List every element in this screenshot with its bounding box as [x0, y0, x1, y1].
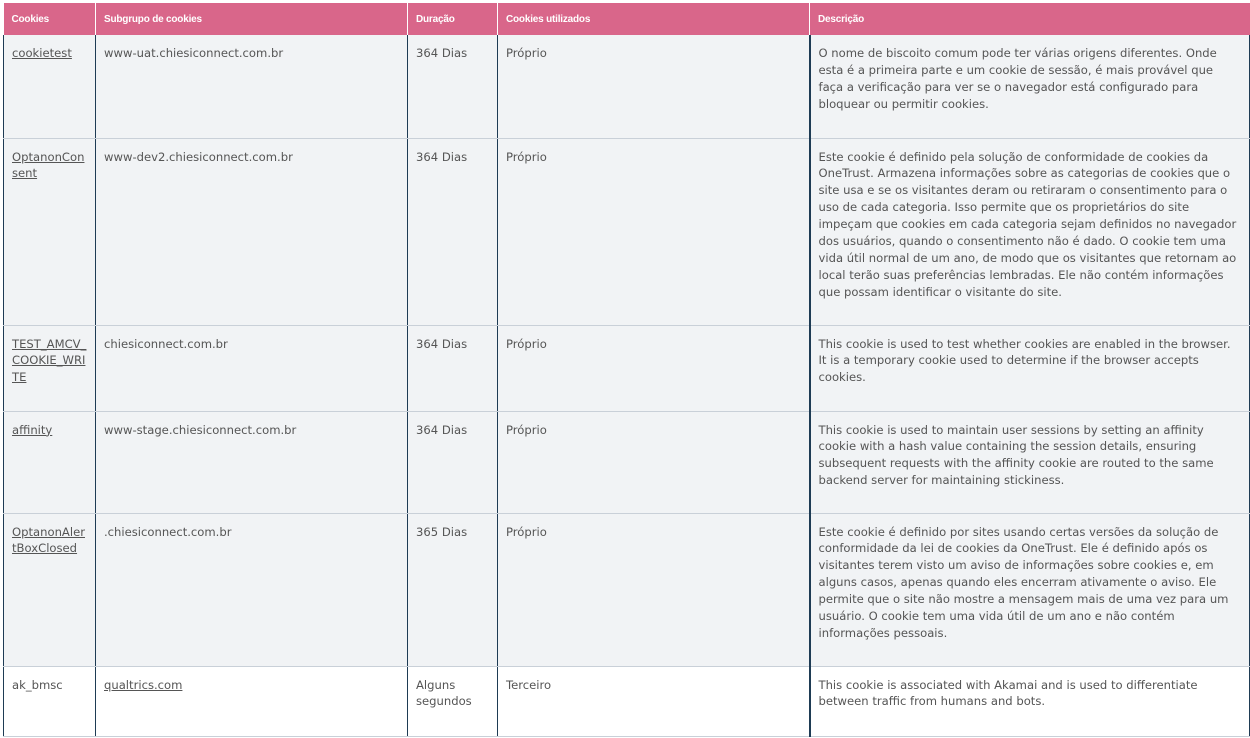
description-cell: This cookie is associated with Akamai and is used to differentiate between traffic from humans and bots. — [810, 666, 1250, 736]
subgroup-cell: www-uat.chiesiconnect.com.br — [96, 35, 408, 138]
cookie-name-cell — [4, 325, 96, 411]
cookie-name-link[interactable]: OptanonAlertBoxClosed — [12, 524, 85, 556]
description-cell: This cookie is used to maintain user sessions by setting an affinity cookie with a hash value containing the session details, ensuring subsequent requests with the affinity cookie are routed to the same backend server for maintaining stickiness. — [810, 411, 1250, 513]
duration-cell: 364 Dias — [408, 138, 498, 325]
header-cookies: Cookies — [4, 3, 96, 35]
cookie-name-link[interactable]: affinity — [12, 422, 53, 437]
cookies-used-cell: Próprio — [498, 35, 810, 138]
cookie-name-cell — [4, 138, 96, 325]
table-row — [4, 35, 1250, 138]
description-cell: Este cookie é definido por sites usando certas versões da solução de conformidade da lei de cookies da OneTrust. Ele é definido após os visitantes terem visto um aviso de informações sobre cookies e, em alguns casos, apenas quando eles encerram ativamente o aviso. Ele permite que o site não mostre a mensagem mais de uma vez para um usuário. O cookie tem uma vida útil de um ano e não contém informações pessoais. — [810, 513, 1250, 666]
cookie-name-link[interactable]: TEST_AMCV_COOKIE_WRITE — [12, 336, 87, 385]
header-duration: Duração — [408, 3, 498, 35]
header-description: Descrição — [810, 3, 1250, 35]
description-cell: This cookie is used to test whether cookies are enabled in the browser. It is a temporary cookie used to determine if the browser accepts cookies. — [810, 325, 1250, 411]
table-row — [4, 666, 1250, 736]
header-subgroup: Subgrupo de cookies — [96, 3, 408, 35]
header-cookies-used: Cookies utilizados — [498, 3, 810, 35]
cookies-used-cell: Próprio — [498, 325, 810, 411]
cookies-used-cell: Próprio — [498, 513, 810, 666]
duration-cell: 364 Dias — [408, 325, 498, 411]
table-row — [4, 513, 1250, 666]
cookie-table — [3, 3, 1250, 737]
cookie-name-cell: ak_bmsc — [4, 666, 96, 736]
table-row — [4, 325, 1250, 411]
subgroup-cell: www-dev2.chiesiconnect.com.br — [96, 138, 408, 325]
subgroup-cell: www-stage.chiesiconnect.com.br — [96, 411, 408, 513]
table-body — [4, 35, 1250, 736]
cookie-name-cell — [4, 411, 96, 513]
duration-cell: Alguns segundos — [408, 666, 498, 736]
cookies-used-cell: Próprio — [498, 138, 810, 325]
cookies-used-cell: Terceiro — [498, 666, 810, 736]
table-row — [4, 411, 1250, 513]
header-row — [4, 3, 1250, 35]
cookie-name-cell — [4, 513, 96, 666]
duration-cell: 364 Dias — [408, 35, 498, 138]
subgroup-cell — [96, 666, 408, 736]
table-header — [4, 3, 1250, 35]
subgroup-cell: chiesiconnect.com.br — [96, 325, 408, 411]
duration-cell: 364 Dias — [408, 411, 498, 513]
description-cell: Este cookie é definido pela solução de conformidade de cookies da OneTrust. Armazena informações sobre as categorias de cookies que o site usa e se os visitantes deram ou retiraram o consentimento para o uso de cada categoria. Isso permite que os proprietários do site impeçam que cookies em cada categoria sejam definidos no navegador dos usuários, quando o consentimento não é dado. O cookie tem uma vida útil normal de um ano, de modo que os visitantes que retornam ao local terão suas preferências lembradas. Ele não contém informações que possam identificar o visitante do site. — [810, 138, 1250, 325]
subgroup-cell: .chiesiconnect.com.br — [96, 513, 408, 666]
cookies-used-cell: Próprio — [498, 411, 810, 513]
subgroup-link[interactable]: qualtrics.com — [104, 677, 183, 692]
cookie-name-link[interactable]: cookietest — [12, 46, 72, 60]
duration-cell: 365 Dias — [408, 513, 498, 666]
description-cell: O nome de biscoito comum pode ter várias origens diferentes. Onde esta é a primeira parte e um cookie de sessão, é mais provável que faça a verificação para ver se o navegador está configurado para bloquear ou permitir cookies. — [810, 35, 1250, 138]
table-row — [4, 138, 1250, 325]
cookie-name-cell — [4, 35, 96, 138]
cookie-name-link[interactable]: OptanonConsent — [12, 149, 85, 181]
